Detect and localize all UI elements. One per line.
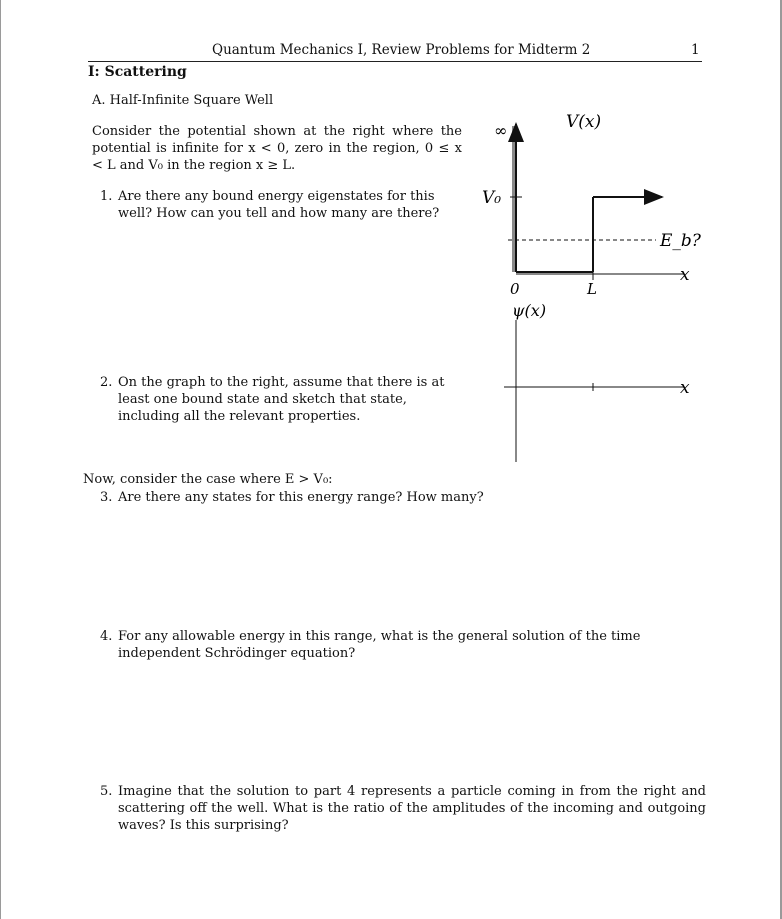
question-3-number: 3. — [100, 490, 113, 505]
question-3-text: Are there any states for this energy range? How many? — [118, 490, 484, 505]
question-2-text: On the graph to the right, assume that there is at least one bound state and sketch that state, including all the relevant properties. — [118, 375, 445, 424]
question-4-text: For any allowable energy in this range, what is the general solution of the time independent Schrödinger equation? — [118, 629, 641, 661]
eb-label: E_b? — [660, 231, 701, 251]
question-3 — [100, 489, 520, 506]
potential-title: V(x) — [566, 112, 602, 132]
question-5 — [100, 783, 706, 834]
subsection-heading: A. Half-Infinite Square Well — [92, 93, 274, 108]
question-5-number: 5. — [100, 784, 113, 799]
question-4-number: 4. — [100, 629, 113, 644]
transition-text: Now, consider the case where E > V₀: — [83, 472, 333, 487]
psi-x-label: x — [680, 378, 690, 398]
header-rule — [88, 61, 702, 62]
potential-x-label: x — [680, 265, 690, 285]
psi-title: ψ(x) — [512, 301, 547, 320]
wavefunction-graph — [470, 296, 720, 466]
page-number: 1 — [691, 42, 700, 58]
infinity-label: ∞ — [494, 121, 508, 140]
question-2 — [100, 374, 462, 425]
origin-label: 0 — [510, 280, 520, 298]
question-4 — [100, 628, 706, 662]
section-heading: I: Scattering — [88, 64, 187, 80]
question-5-text: Imagine that the solution to part 4 represents a particle coming in from the right and scattering off the well. What is the ratio of the amplitudes of the incoming and outgoing waves? Is this surprising? — [118, 784, 706, 833]
document-title: Quantum Mechanics I, Review Problems for Midterm 2 — [212, 42, 591, 58]
l-label: L — [587, 280, 597, 298]
question-1 — [100, 188, 472, 222]
question-2-number: 2. — [100, 375, 113, 390]
v0-label: V₀ — [482, 188, 502, 208]
intro-paragraph: Consider the potential shown at the right where the potential is infinite for x < 0, zero in the region, 0 ≤ x < L and V₀ in the region x ≥ L. — [92, 124, 462, 173]
question-1-number: 1. — [100, 189, 113, 204]
question-1-text: Are there any bound energy eigenstates for this well? How can you tell and how many are there? — [118, 189, 440, 221]
page-left-border — [0, 0, 1, 919]
